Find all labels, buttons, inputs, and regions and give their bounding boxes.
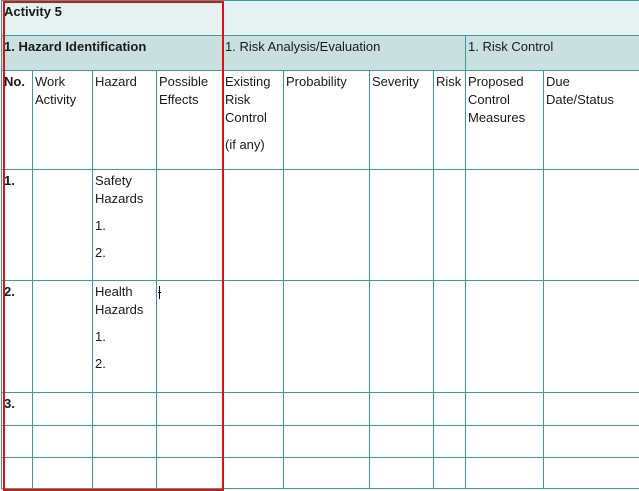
col-header-existing-risk-control[interactable]	[223, 71, 284, 170]
table-row	[2, 426, 639, 458]
if-any-note: (if any)	[225, 137, 265, 152]
cell-severity[interactable]	[370, 281, 434, 393]
cell-proposed-control-measures[interactable]	[466, 170, 544, 281]
cell-risk[interactable]	[434, 393, 466, 426]
cell-risk[interactable]	[434, 170, 466, 281]
cell-existing-risk-control[interactable]	[223, 170, 284, 281]
cell-proposed-control-measures[interactable]	[466, 281, 544, 393]
section-risk-analysis[interactable]: 1. Risk Analysis/Evaluation	[223, 36, 466, 71]
cell-risk[interactable]	[434, 458, 466, 489]
hazard-item: 2.	[95, 245, 106, 260]
cell-proposed-control-measures[interactable]	[466, 458, 544, 489]
col-header-work-activity[interactable]: Work Activity	[33, 71, 93, 170]
cell-probability[interactable]	[284, 426, 370, 458]
text-cursor	[159, 286, 160, 299]
cell-severity[interactable]	[370, 426, 434, 458]
cell-possible-effects[interactable]	[157, 458, 223, 489]
cell-hazard[interactable]	[93, 393, 157, 426]
cell-probability[interactable]	[284, 170, 370, 281]
cell-work-activity[interactable]	[33, 281, 93, 393]
cell-possible-effects[interactable]	[157, 426, 223, 458]
cell-possible-effects[interactable]	[157, 281, 223, 393]
col-header-risk[interactable]: Risk	[434, 71, 466, 170]
table-row	[2, 170, 639, 281]
col-header-due-date-status[interactable]: Due Date/Status	[544, 71, 639, 170]
row-number[interactable]: 1.	[2, 170, 33, 281]
existing-risk-control-label: Existing Risk Control	[225, 74, 271, 125]
cell-risk[interactable]	[434, 426, 466, 458]
cell-hazard[interactable]	[93, 170, 157, 281]
col-header-probability[interactable]: Probability	[284, 71, 370, 170]
table-row	[2, 458, 639, 489]
row-number[interactable]: 2.	[2, 281, 33, 393]
hazard-item: 1.	[95, 218, 106, 233]
cell-hazard[interactable]	[93, 281, 157, 393]
cell-existing-risk-control[interactable]	[223, 393, 284, 426]
cell-due-date-status[interactable]	[544, 458, 639, 489]
col-header-proposed-control-measures[interactable]: Proposed Control Measures	[466, 71, 544, 170]
cell-existing-risk-control[interactable]	[223, 426, 284, 458]
cell-due-date-status[interactable]	[544, 281, 639, 393]
cell-probability[interactable]	[284, 281, 370, 393]
section-risk-control[interactable]: 1. Risk Control	[466, 36, 639, 71]
cell-hazard[interactable]	[93, 426, 157, 458]
row-number[interactable]	[2, 426, 33, 458]
cell-due-date-status[interactable]	[544, 170, 639, 281]
cell-due-date-status[interactable]	[544, 426, 639, 458]
risk-assessment-table	[1, 0, 639, 489]
cell-probability[interactable]	[284, 393, 370, 426]
cell-possible-effects[interactable]	[157, 170, 223, 281]
activity-title[interactable]: Activity 5	[2, 1, 639, 36]
cell-proposed-control-measures[interactable]	[466, 393, 544, 426]
cell-work-activity[interactable]	[33, 426, 93, 458]
table-row	[2, 393, 639, 426]
cell-possible-effects[interactable]	[157, 393, 223, 426]
cell-severity[interactable]	[370, 393, 434, 426]
cell-existing-risk-control[interactable]	[223, 458, 284, 489]
cell-work-activity[interactable]	[33, 393, 93, 426]
table-row	[2, 281, 639, 393]
cell-existing-risk-control[interactable]	[223, 281, 284, 393]
cell-hazard[interactable]	[93, 458, 157, 489]
section-hazard-identification[interactable]: 1. Hazard Identification	[2, 36, 223, 71]
cell-probability[interactable]	[284, 458, 370, 489]
col-header-possible-effects[interactable]: Possible Effects	[157, 71, 223, 170]
hazard-item: 2.	[95, 356, 106, 371]
col-header-hazard[interactable]: Hazard	[93, 71, 157, 170]
row-number[interactable]: 3.	[2, 393, 33, 426]
hazard-item: 1.	[95, 329, 106, 344]
cell-due-date-status[interactable]	[544, 393, 639, 426]
hazard-title: Health Hazards	[95, 284, 144, 317]
cell-work-activity[interactable]	[33, 170, 93, 281]
row-number[interactable]	[2, 458, 33, 489]
cell-severity[interactable]	[370, 170, 434, 281]
cell-risk[interactable]	[434, 281, 466, 393]
cell-proposed-control-measures[interactable]	[466, 426, 544, 458]
col-header-no[interactable]: No.	[2, 71, 33, 170]
cell-severity[interactable]	[370, 458, 434, 489]
col-header-severity[interactable]: Severity	[370, 71, 434, 170]
cell-work-activity[interactable]	[33, 458, 93, 489]
hazard-title: Safety Hazards	[95, 173, 144, 206]
